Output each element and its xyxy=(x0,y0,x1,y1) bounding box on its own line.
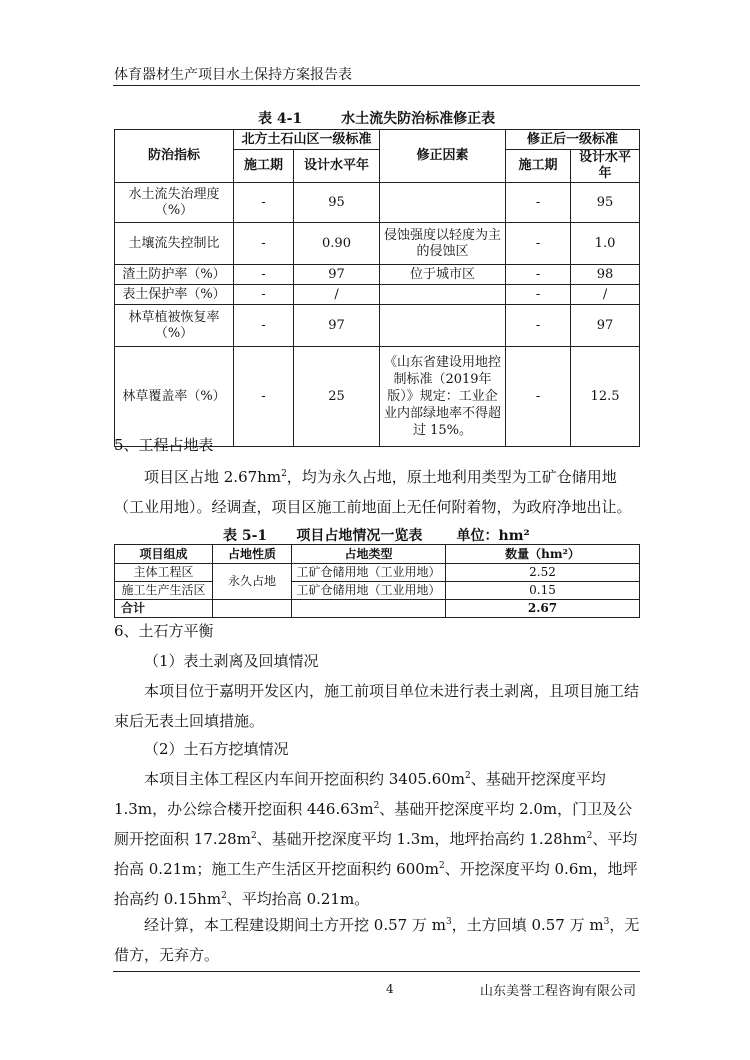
para-text: 经计算，本工程建设期间土方开挖 0.57 万 m xyxy=(144,916,446,934)
cell-nature xyxy=(213,600,292,618)
header-design-year: 设计水平年 xyxy=(571,150,640,183)
header-factor: 修正因素 xyxy=(380,130,506,183)
cell-design: 25 xyxy=(294,347,380,447)
para-text: 、开挖深度平均 0.6m，地坪抬高约 0.15hm xyxy=(114,860,638,908)
summary-paragraph xyxy=(114,910,642,970)
para-text: ，无借方，无弃方。 xyxy=(114,916,640,964)
cell-revised-design: 1.0 xyxy=(571,223,640,265)
table-4-1-caption: 表 4-1 水土流失防治标准修正表 xyxy=(258,111,496,127)
subheading-earthwork: （2）土石方挖填情况 xyxy=(144,740,289,758)
total-quantity: 2.67 xyxy=(446,600,640,618)
cell-revised-design: 98 xyxy=(571,265,640,285)
cell-period: - xyxy=(234,285,294,305)
cell-revised-design: / xyxy=(571,285,640,305)
cell-revised-period: - xyxy=(506,265,571,285)
cell-design: / xyxy=(294,285,380,305)
cell-factor: 位于城市区 xyxy=(380,265,506,285)
header-construction-period: 施工期 xyxy=(506,150,571,183)
table-row xyxy=(115,265,640,285)
earthwork-paragraph xyxy=(114,764,642,914)
para-text: 、平均抬高 0.21m。 xyxy=(226,890,370,908)
topsoil-paragraph: 本项目位于嘉明开发区内，施工前项目单位未进行表土剥离，且项目施工结束后无表土回填措施。 xyxy=(114,682,640,730)
cell-period: - xyxy=(234,223,294,265)
cell-quantity: 0.15 xyxy=(446,582,640,600)
header-construction-period: 施工期 xyxy=(234,150,294,183)
para-text: 、平均抬高 0.21m；施工生产生活区开挖面积约 600m xyxy=(114,830,638,878)
section-5-heading: 5、工程占地表 xyxy=(114,436,214,454)
cell-revised-design: 97 xyxy=(571,305,640,347)
superscript: 3 xyxy=(445,917,452,927)
header-north-standard: 北方土石山区一级标准 xyxy=(234,130,380,150)
superscript: 2 xyxy=(586,831,593,841)
superscript: 2 xyxy=(221,891,227,901)
cell-revised-period: - xyxy=(506,183,571,223)
subheading-topsoil: （1）表土剥离及回填情况 xyxy=(144,652,319,670)
para-text: 、基础开挖深度平均 2.0m，门卫及公厕开挖面积 17.28m xyxy=(114,800,633,848)
cell-revised-design: 12.5 xyxy=(571,347,640,447)
table-row xyxy=(115,183,640,223)
table-row xyxy=(115,223,640,265)
header-land-type: 占地类型 xyxy=(292,545,446,564)
cell-factor xyxy=(380,305,506,347)
page-header-title: 体育器材生产项目水土保持方案报告表 xyxy=(114,67,352,83)
table-row xyxy=(115,305,640,347)
cell-period: - xyxy=(234,265,294,285)
para-text: 、基础开挖深度平均 1.3m，地坪抬高约 1.28hm xyxy=(256,830,587,848)
page-number: 4 xyxy=(386,982,394,996)
para-text: 项目区占地 2.67hm xyxy=(144,468,282,486)
cell-design: 95 xyxy=(294,183,380,223)
header-index: 防治指标 xyxy=(115,130,234,183)
total-label: 合计 xyxy=(115,600,213,618)
table-row xyxy=(115,564,640,582)
cell-quantity: 2.52 xyxy=(446,564,640,582)
index-name: 表土保护率（%） xyxy=(115,285,234,305)
table-4-1 xyxy=(114,129,640,447)
header-component: 项目组成 xyxy=(115,545,213,564)
cell-component: 施工生产生活区 xyxy=(115,582,213,600)
index-name: 土壤流失控制比 xyxy=(115,223,234,265)
superscript: 2 xyxy=(281,469,287,479)
cell-factor xyxy=(380,285,506,305)
section-5-paragraph xyxy=(114,462,642,522)
cell-land-type: 工矿仓储用地（工业用地） xyxy=(292,564,446,582)
para-text: ，土方回填 0.57 万 m xyxy=(451,916,604,934)
cell-design: 0.90 xyxy=(294,223,380,265)
superscript: 2 xyxy=(465,771,471,781)
cell-component: 主体工程区 xyxy=(115,564,213,582)
cell-design: 97 xyxy=(294,265,380,285)
para-text: 本项目主体工程区内车间开挖面积约 3405.60m xyxy=(144,770,466,788)
superscript: 2 xyxy=(373,801,380,811)
index-name: 水土流失治理度（%） xyxy=(115,183,234,223)
superscript: 3 xyxy=(603,917,610,927)
para-text: 、基础开挖深度平均 1.3m，办公综合楼开挖面积 446.63m xyxy=(114,770,606,818)
para-text: ，均为永久占地，原土地利用类型为工矿仓储用地（工业用地）。经调查，项目区施工前地面上无任何附着物，为政府净地出让。 xyxy=(114,468,632,516)
footer-company: 山东美誉工程咨询有限公司 xyxy=(480,984,637,999)
cell-land-type xyxy=(292,600,446,618)
index-name: 林草覆盖率（%） xyxy=(115,347,234,447)
cell-period: - xyxy=(234,305,294,347)
cell-factor: 《山东省建设用地控制标准（2019年版）》规定：工业企业内部绿地率不得超过 15%。 xyxy=(380,347,506,447)
table-row xyxy=(115,600,640,618)
table-row xyxy=(115,582,640,600)
cell-revised-period: - xyxy=(506,347,571,447)
superscript: 2 xyxy=(439,861,445,871)
table-5-1 xyxy=(114,544,640,618)
footer-rule xyxy=(113,971,640,972)
table-row xyxy=(115,285,640,305)
cell-revised-period: - xyxy=(506,305,571,347)
cell-land-type: 工矿仓储用地（工业用地） xyxy=(292,582,446,600)
cell-period: - xyxy=(234,347,294,447)
cell-factor xyxy=(380,183,506,223)
header-rule xyxy=(113,85,640,86)
header-design-year: 设计水平年 xyxy=(294,150,380,183)
cell-revised-period: - xyxy=(506,223,571,265)
header-quantity: 数量（hm²） xyxy=(446,545,640,564)
cell-factor: 侵蚀强度以轻度为主的侵蚀区 xyxy=(380,223,506,265)
cell-design: 97 xyxy=(294,305,380,347)
cell-nature: 永久占地 xyxy=(213,564,292,600)
section-6-heading: 6、土石方平衡 xyxy=(114,622,214,640)
cell-revised-design: 95 xyxy=(571,183,640,223)
header-nature: 占地性质 xyxy=(213,545,292,564)
cell-revised-period: - xyxy=(506,285,571,305)
index-name: 渣土防护率（%） xyxy=(115,265,234,285)
superscript: 2 xyxy=(250,831,257,841)
header-revised-standard: 修正后一级标准 xyxy=(506,130,640,150)
cell-period: - xyxy=(234,183,294,223)
table-5-1-caption: 表 5-1 项目占地情况一览表 单位：hm² xyxy=(223,528,530,544)
index-name: 林草植被恢复率（%） xyxy=(115,305,234,347)
